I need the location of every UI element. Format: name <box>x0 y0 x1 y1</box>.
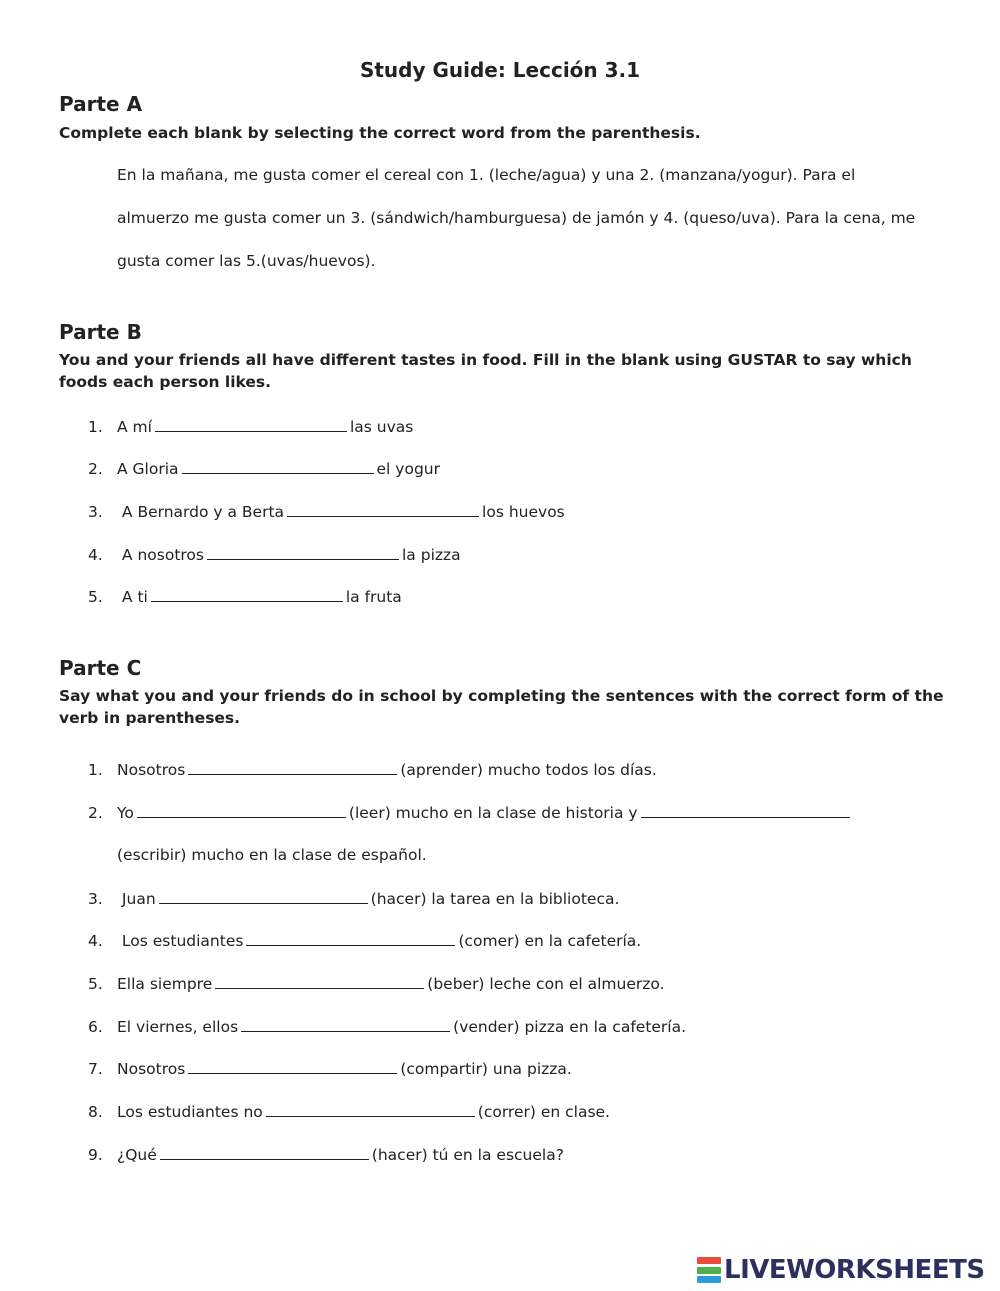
logo-text: LIVEWORKSHEETS <box>724 1255 985 1285</box>
answer-blank[interactable] <box>155 417 347 432</box>
item-text-after: (compartir) una pizza. <box>400 1060 572 1078</box>
item-text-before: Nosotros <box>117 761 186 779</box>
parte-c-item <box>88 1102 610 1121</box>
item-number: 9. <box>88 1146 103 1164</box>
liveworksheets-logo-icon <box>697 1257 721 1283</box>
item-text-after: (aprender) mucho todos los días. <box>400 761 657 779</box>
parte-c-item-continuation: (escribir) mucho en la clase de español. <box>117 846 427 864</box>
item-text-before: Ella siempre <box>117 975 213 993</box>
item-text-after: (vender) pizza en la cafetería. <box>453 1018 687 1036</box>
item-text-before: Yo <box>117 804 134 822</box>
item-number: 1. <box>88 761 103 779</box>
item-text-after: las uvas <box>349 418 414 436</box>
parte-c-item <box>88 1059 572 1078</box>
item-text-before: Nosotros <box>117 1060 186 1078</box>
item-number: 7. <box>88 1060 103 1078</box>
parte-c-item <box>88 974 665 993</box>
item-text-after: (comer) en la cafetería. <box>458 932 642 950</box>
item-text-after: (hacer) la tarea en la biblioteca. <box>370 890 620 908</box>
item-number: 4. <box>88 932 103 950</box>
item-text-before: A mí <box>117 418 152 436</box>
item-text-after: los huevos <box>482 503 565 521</box>
item-number: 5. <box>88 975 103 993</box>
answer-blank[interactable] <box>266 1102 475 1117</box>
parte-a-heading: Parte A <box>59 92 143 116</box>
parte-b-instructions: You and your friends all have different tastes in food. Fill in the blank using GUSTAR to say which foods each person likes. <box>59 351 912 391</box>
parte-c-item <box>88 1017 686 1036</box>
item-text-before: A Bernardo y a Berta <box>117 503 285 521</box>
item-number: 5. <box>88 588 103 606</box>
item-text-before: ¿Qué <box>117 1146 157 1164</box>
item-number: 2. <box>88 460 103 478</box>
parte-c-item <box>88 760 657 779</box>
item-number: 2. <box>88 804 103 822</box>
item-text-before: Juan <box>117 890 156 908</box>
item-text-before: El viernes, ellos <box>117 1018 239 1036</box>
item-text-before: A Gloria <box>117 460 179 478</box>
answer-blank[interactable] <box>215 974 424 989</box>
item-number: 3. <box>88 890 103 908</box>
item-text-after: (hacer) tú en la escuela? <box>371 1146 564 1164</box>
liveworksheets-logo[interactable] <box>697 1255 985 1285</box>
parte-b-item <box>88 545 461 564</box>
item-text-after: la fruta <box>345 588 402 606</box>
answer-blank[interactable] <box>641 803 850 818</box>
parte-c-item <box>88 803 853 822</box>
item-text-before: Los estudiantes no <box>117 1103 263 1121</box>
item-text-before: A nosotros <box>117 546 204 564</box>
answer-blank[interactable] <box>241 1017 450 1032</box>
parte-c-item <box>88 889 619 908</box>
item-text-before: A ti <box>117 588 148 606</box>
parte-c-item <box>88 931 641 950</box>
item-text-after: el yogur <box>376 460 440 478</box>
page-title: Study Guide: Lección 3.1 <box>359 58 641 82</box>
item-text-after: (correr) en clase. <box>477 1103 610 1121</box>
answer-blank[interactable] <box>188 1059 397 1074</box>
parte-a-line-3: gusta comer las 5.(uvas/huevos). <box>117 252 376 270</box>
parte-c-instructions: Say what you and your friends do in school by completing the sentences with the correct form of the verb in parentheses. <box>59 687 944 727</box>
parte-b-item <box>88 587 402 606</box>
parte-c-item <box>88 1145 564 1164</box>
item-text-after: la pizza <box>402 546 461 564</box>
answer-blank[interactable] <box>160 1145 369 1160</box>
answer-blank[interactable] <box>182 459 374 474</box>
item-number: 8. <box>88 1103 103 1121</box>
item-number: 6. <box>88 1018 103 1036</box>
parte-b-item <box>88 459 440 478</box>
answer-blank[interactable] <box>137 803 346 818</box>
item-text-after: (beber) leche con el almuerzo. <box>427 975 665 993</box>
parte-a-line-1: En la mañana, me gusta comer el cereal con 1. (leche/agua) y una 2. (manzana/yogur). Para el <box>117 166 856 184</box>
answer-blank[interactable] <box>159 889 368 904</box>
answer-blank[interactable] <box>287 502 479 517</box>
answer-blank[interactable] <box>246 931 455 946</box>
answer-blank[interactable] <box>151 587 343 602</box>
item-number: 1. <box>88 418 103 436</box>
parte-c-heading: Parte C <box>59 656 142 680</box>
parte-b-item <box>88 502 565 521</box>
item-number: 3. <box>88 503 103 521</box>
parte-b-item <box>88 417 413 436</box>
parte-a-line-2: almuerzo me gusta comer un 3. (sándwich/hamburguesa) de jamón y 4. (queso/uva). Para la cena, me <box>117 209 916 227</box>
item-text-before: Los estudiantes <box>117 932 244 950</box>
parte-b-heading: Parte B <box>59 320 142 344</box>
parte-a-instructions: Complete each blank by selecting the correct word from the parenthesis. <box>59 124 701 142</box>
answer-blank[interactable] <box>188 760 397 775</box>
item-number: 4. <box>88 546 103 564</box>
answer-blank[interactable] <box>207 545 399 560</box>
item-text-after: (leer) mucho en la clase de historia y <box>348 804 638 822</box>
